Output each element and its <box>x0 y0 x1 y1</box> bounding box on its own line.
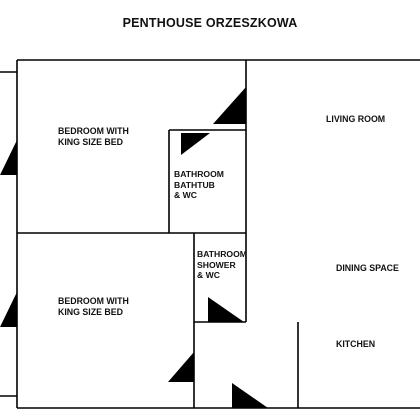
room-label-dining-space: DINING SPACE <box>336 263 399 273</box>
door-swing-left-lower <box>0 292 17 327</box>
plan-title: PENTHOUSE ORZESZKOWA <box>122 16 298 30</box>
room-label-bathroom-shower: BATHROOM SHOWER & WC <box>197 249 247 281</box>
room-label-kitchen: KITCHEN <box>336 339 376 349</box>
door-swing-bath-tub <box>181 133 210 155</box>
door-swing-entrance <box>232 383 268 408</box>
door-swing-bedroom-bottom <box>168 352 194 382</box>
room-label-bathroom-bathtub: BATHROOM BATHTUB & WC <box>174 169 224 201</box>
room-label-living-room: LIVING ROOM <box>326 114 386 124</box>
door-swing-left-upper <box>0 140 17 175</box>
room-label-bedroom-bottom: BEDROOM WITH KING SIZE BED <box>58 296 129 317</box>
door-swing-bath-shower <box>208 297 244 322</box>
room-label-bedroom-top: BEDROOM WITH KING SIZE BED <box>58 126 129 147</box>
door-swing-bedroom-top <box>213 87 246 124</box>
